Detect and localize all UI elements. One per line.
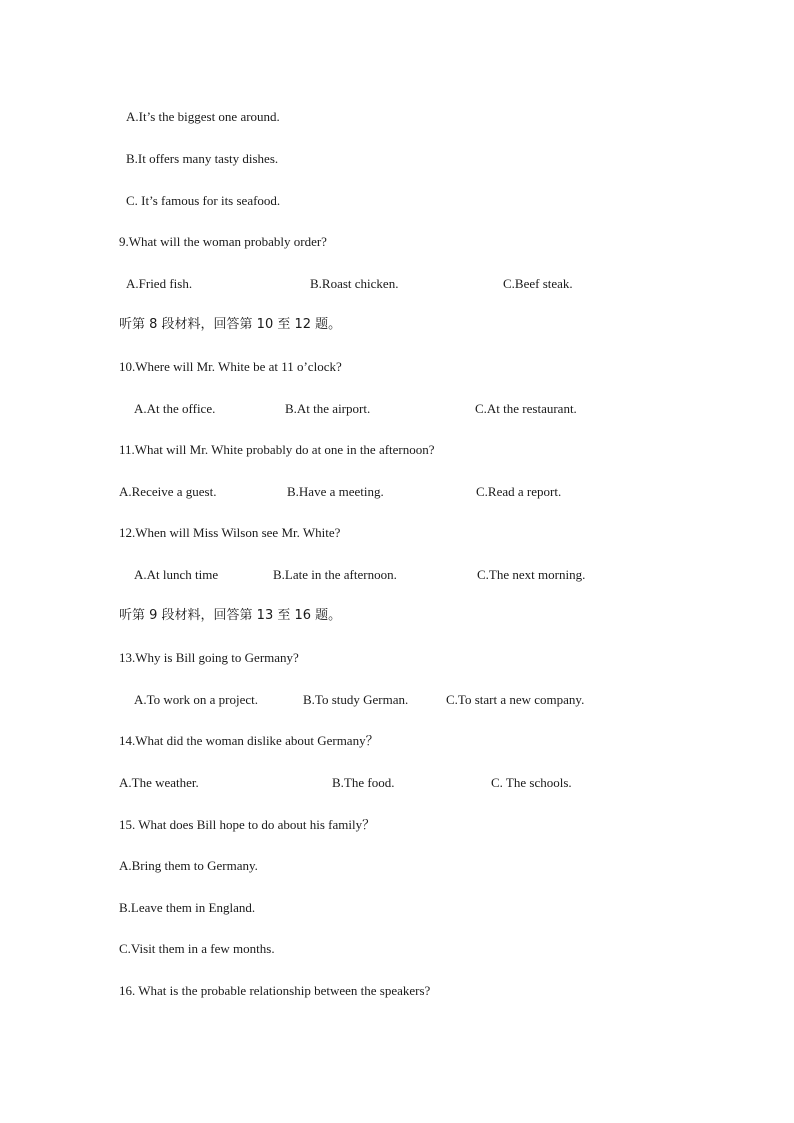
q8-option-c: C. It’s famous for its seafood. bbox=[126, 193, 281, 208]
q13-option-b: B.To study German. bbox=[303, 692, 409, 707]
q9-option-b: B.Roast chicken. bbox=[310, 276, 399, 291]
q10-option-b: B.At the airport. bbox=[285, 401, 371, 416]
q14-option-c: C. The schools. bbox=[491, 775, 572, 790]
q10-option-a: A.At the office. bbox=[134, 401, 216, 416]
q13-option-c: C.To start a new company. bbox=[446, 692, 585, 707]
q15-question: 15. What does Bill hope to do about his family？ bbox=[119, 817, 376, 832]
q15-option-c: C.Visit them in a few months. bbox=[119, 941, 275, 956]
q13-option-a: A.To work on a project. bbox=[134, 692, 259, 707]
q16-question: 16. What is the probable relationship between the speakers? bbox=[119, 983, 431, 998]
q14-option-a: A.The weather. bbox=[119, 775, 199, 790]
q13-question: 13.Why is Bill going to Germany? bbox=[119, 650, 299, 665]
q12-option-b: B.Late in the afternoon. bbox=[273, 567, 397, 582]
q12-option-a: A.At lunch time bbox=[134, 567, 219, 582]
section-9-heading: 听第 9 段材料，回答第 13 至 16 题。 bbox=[119, 608, 342, 623]
q10-option-c: C.At the restaurant. bbox=[475, 401, 577, 416]
q9-option-a: A.Fried fish. bbox=[126, 276, 193, 291]
q15-option-a: A.Bring them to Germany. bbox=[119, 858, 258, 873]
q11-option-b: B.Have a meeting. bbox=[287, 484, 384, 499]
q12-question: 12.When will Miss Wilson see Mr. White? bbox=[119, 525, 341, 540]
q11-option-c: C.Read a report. bbox=[476, 484, 562, 499]
section-8-heading: 听第 8 段材料，回答第 10 至 12 题。 bbox=[119, 317, 342, 332]
q14-question: 14.What did the woman dislike about Germany？ bbox=[119, 733, 379, 748]
q14-option-b: B.The food. bbox=[332, 775, 395, 790]
q9-question: 9.What will the woman probably order? bbox=[119, 234, 327, 249]
q12-option-c: C.The next morning. bbox=[477, 567, 586, 582]
q11-question: 11.What will Mr. White probably do at one in the afternoon? bbox=[119, 442, 435, 457]
q10-question: 10.Where will Mr. White be at 11 o’clock? bbox=[119, 359, 342, 374]
q9-option-c: C.Beef steak. bbox=[503, 276, 573, 291]
q15-option-b: B.Leave them in England. bbox=[119, 900, 256, 915]
q8-option-a: A.It’s the biggest one around. bbox=[126, 109, 280, 124]
q11-option-a: A.Receive a guest. bbox=[119, 484, 217, 499]
q8-option-b: B.It offers many tasty dishes. bbox=[126, 151, 279, 166]
